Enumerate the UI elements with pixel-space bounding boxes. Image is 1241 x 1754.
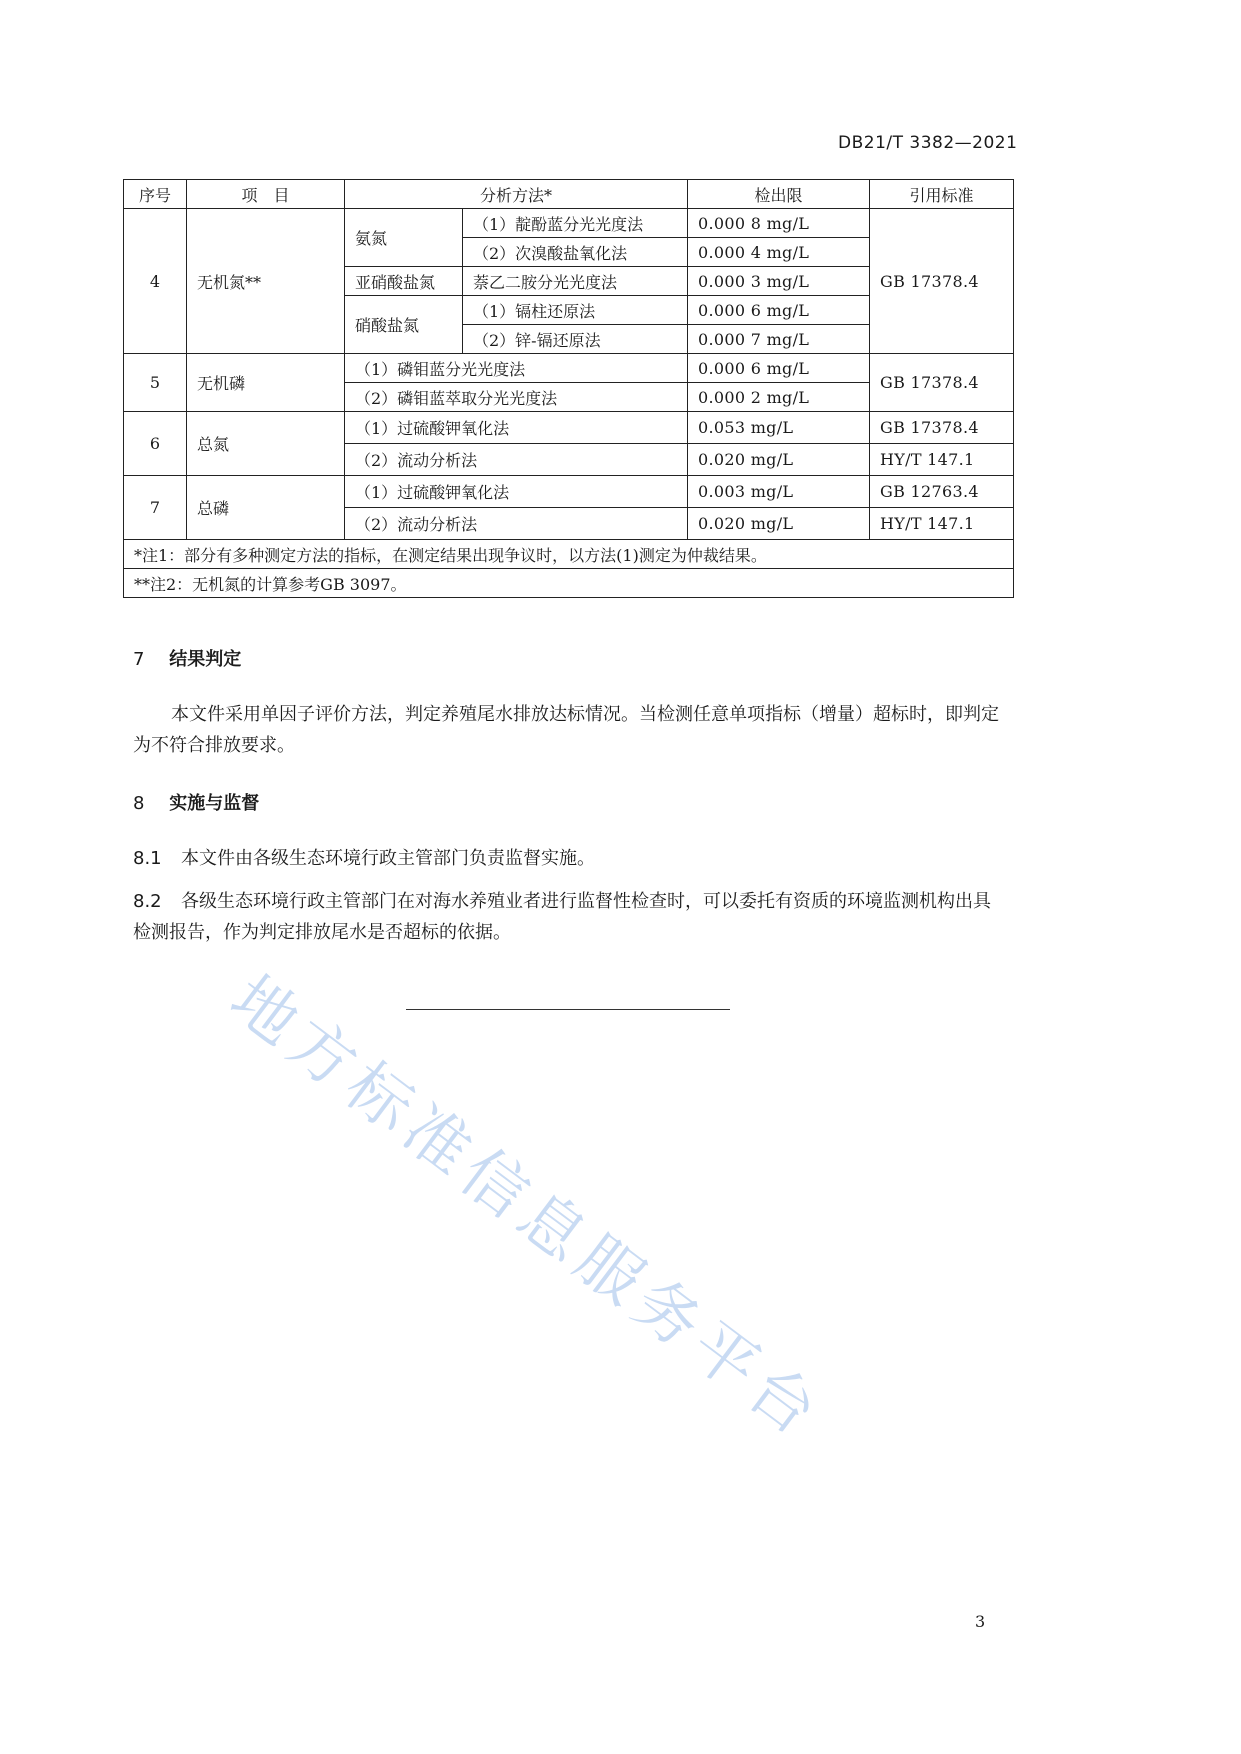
- standard-cell: GB 12763.4: [870, 476, 1014, 508]
- method-cell: （1）过硫酸钾氧化法: [345, 476, 688, 508]
- header-item: 项 目: [187, 180, 345, 209]
- limit-cell: 0.000 8 mg/L: [688, 209, 870, 238]
- method-cell: （2）磷钼蓝萃取分光光度法: [345, 383, 688, 412]
- row-seq: 7: [124, 476, 187, 540]
- standard-cell: GB 17378.4: [870, 209, 1014, 354]
- limit-cell: 0.000 7 mg/L: [688, 325, 870, 354]
- row-item: 总氮: [187, 412, 345, 476]
- header-limit: 检出限: [688, 180, 870, 209]
- header-method: 分析方法*: [345, 180, 688, 209]
- row-item: 无机磷: [187, 354, 345, 412]
- method-cell: （1）过硫酸钾氧化法: [345, 412, 688, 444]
- section-title: 实施与监督: [169, 793, 260, 814]
- table-row: [124, 209, 1014, 238]
- section-title: 结果判定: [169, 649, 242, 670]
- analysis-method-table: [123, 179, 1014, 598]
- method-cell: （1）磷钼蓝分光光度法: [345, 354, 688, 383]
- paragraph-text: 本文件采用单因子评价方法，判定养殖尾水排放达标情况。当检测任意单项指标（增量）超标时，即判定为不符合排放要求。: [133, 704, 999, 756]
- limit-cell: 0.000 4 mg/L: [688, 238, 870, 267]
- standard-cell: HY/T 147.1: [870, 508, 1014, 540]
- table-note-row: [124, 569, 1014, 598]
- table-row: [124, 354, 1014, 383]
- header-seq: 序号: [124, 180, 187, 209]
- clause-8-1: [133, 843, 1003, 874]
- limit-cell: 0.003 mg/L: [688, 476, 870, 508]
- limit-cell: 0.000 6 mg/L: [688, 296, 870, 325]
- limit-cell: 0.000 2 mg/L: [688, 383, 870, 412]
- method-cell: （2）流动分析法: [345, 444, 688, 476]
- table-row: [124, 476, 1014, 508]
- row-seq: 5: [124, 354, 187, 412]
- section-8-heading: [133, 789, 259, 815]
- row-seq: 4: [124, 209, 187, 354]
- clause-text: 各级生态环境行政主管部门在对海水养殖业者进行监督性检查时，可以委托有资质的环境监测机构出具检测报告，作为判定排放尾水是否超标的依据。: [133, 891, 991, 943]
- method-cell: （2）锌-镉还原法: [463, 325, 688, 354]
- clause-number: 8.2: [133, 891, 162, 912]
- row-item: 无机氮**: [187, 209, 345, 354]
- method-cell: （2）流动分析法: [345, 508, 688, 540]
- end-of-document-rule: [406, 1009, 730, 1010]
- clause-number: 8.1: [133, 848, 162, 869]
- table-row: [124, 412, 1014, 444]
- limit-cell: 0.020 mg/L: [688, 508, 870, 540]
- section-7-paragraph: [133, 699, 1003, 761]
- clause-8-2: [133, 886, 1003, 948]
- method-cell: （1）靛酚蓝分光光度法: [463, 209, 688, 238]
- row-item: 总磷: [187, 476, 345, 540]
- method-cell: 萘乙二胺分光光度法: [463, 267, 688, 296]
- standard-cell: HY/T 147.1: [870, 444, 1014, 476]
- table-note-2: **注2：无机氮的计算参考GB 3097。: [124, 569, 1014, 598]
- sub-item: 硝酸盐氮: [345, 296, 463, 354]
- limit-cell: 0.053 mg/L: [688, 412, 870, 444]
- table-note-row: [124, 540, 1014, 569]
- document-code: DB21/T 3382—2021: [838, 133, 1018, 153]
- method-cell: （1）镉柱还原法: [463, 296, 688, 325]
- section-number: 8: [133, 793, 145, 814]
- page-number: 3: [975, 1612, 986, 1631]
- limit-cell: 0.020 mg/L: [688, 444, 870, 476]
- header-standard: 引用标准: [870, 180, 1014, 209]
- method-cell: （2）次溴酸盐氧化法: [463, 238, 688, 267]
- sub-item: 氨氮: [345, 209, 463, 267]
- watermark: 地方标准信息服务平台: [216, 961, 836, 1455]
- section-number: 7: [133, 649, 145, 670]
- limit-cell: 0.000 6 mg/L: [688, 354, 870, 383]
- clause-text: 本文件由各级生态环境行政主管部门负责监督实施。: [181, 848, 595, 869]
- standard-cell: GB 17378.4: [870, 412, 1014, 444]
- limit-cell: 0.000 3 mg/L: [688, 267, 870, 296]
- sub-item: 亚硝酸盐氮: [345, 267, 463, 296]
- standard-cell: GB 17378.4: [870, 354, 1014, 412]
- row-seq: 6: [124, 412, 187, 476]
- table-note-1: *注1：部分有多种测定方法的指标，在测定结果出现争议时，以方法(1)测定为仲裁结果。: [124, 540, 1014, 569]
- section-7-heading: [133, 645, 241, 671]
- table-header-row: [124, 180, 1014, 209]
